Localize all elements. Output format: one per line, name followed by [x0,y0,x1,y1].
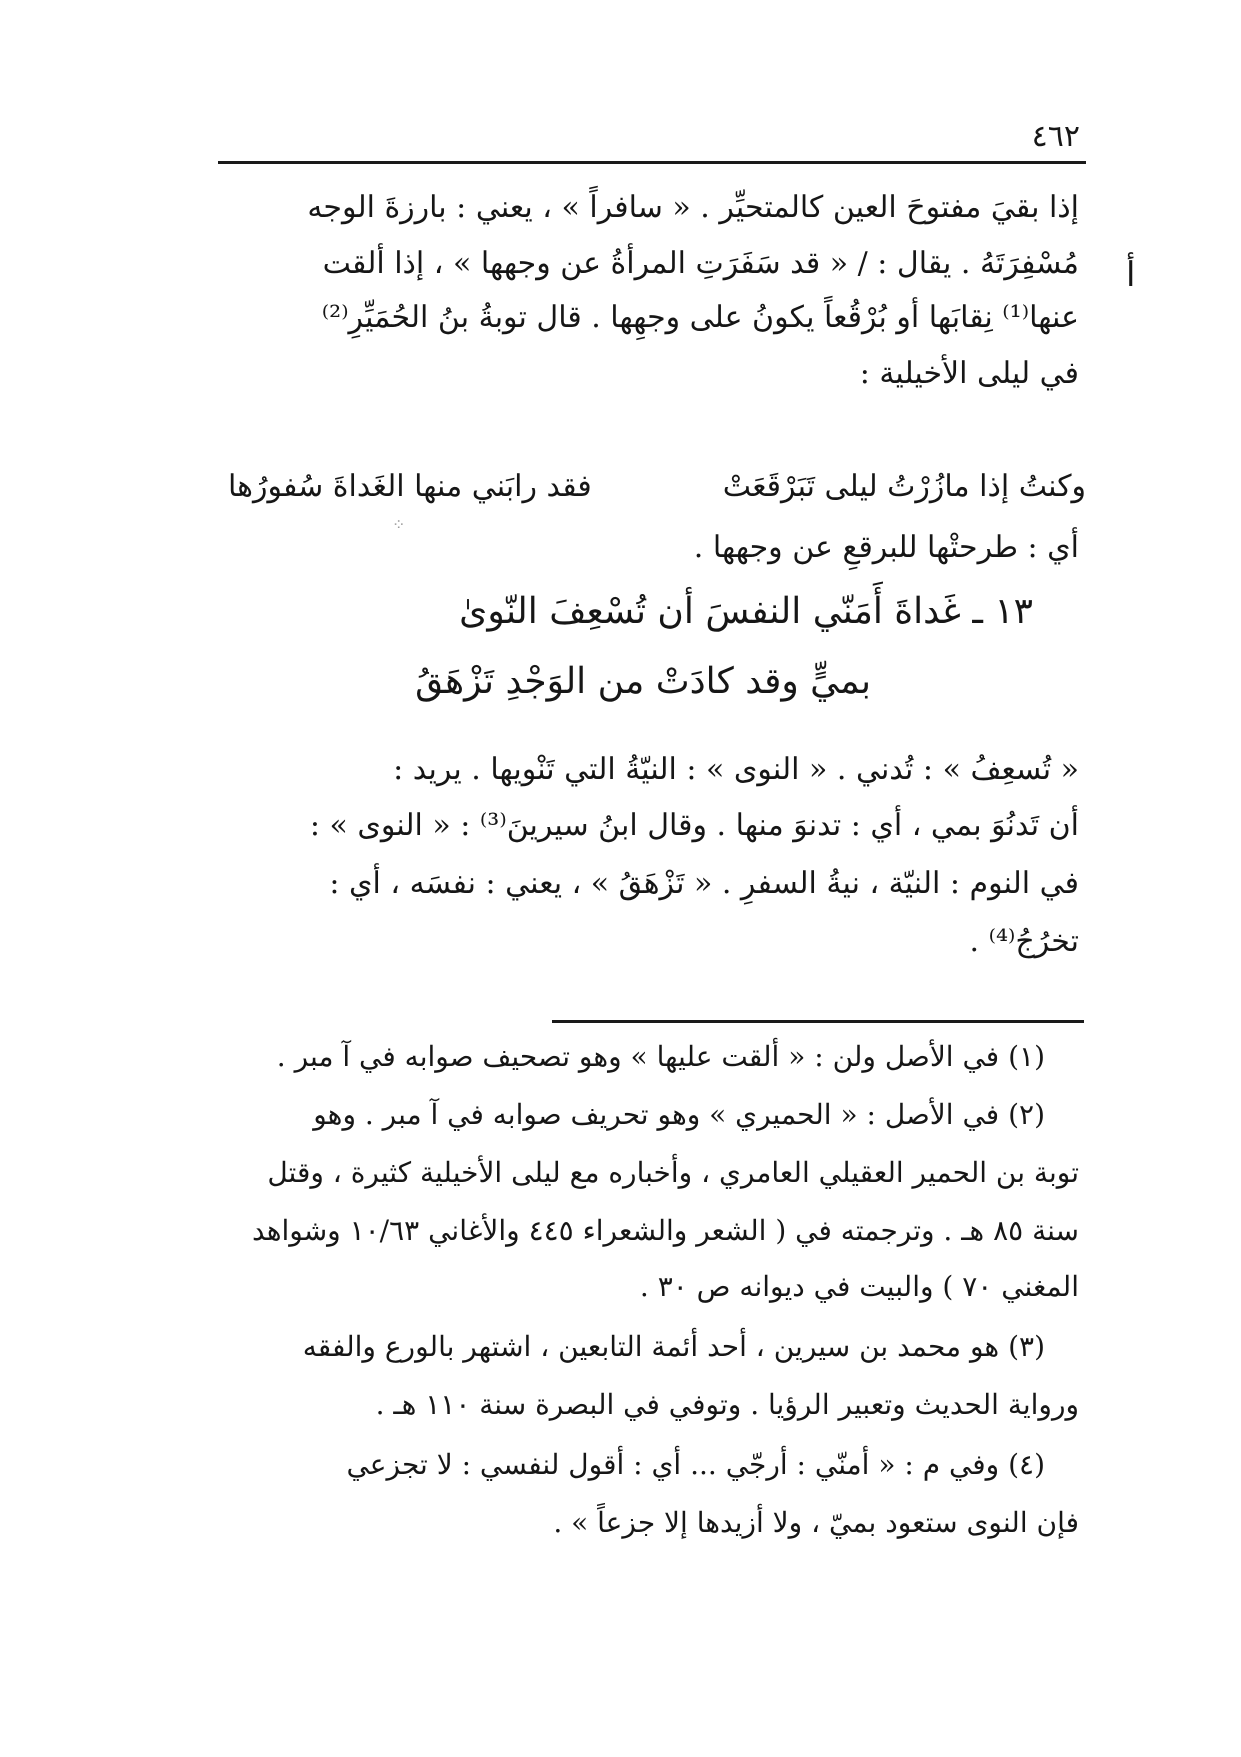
body-line: عنها⁽¹⁾ نِقابَها أو بُرْقُعاً يكونُ على وجهِها . قال توبةُ بنُ الحُمَيِّرِ⁽²⁾ [321,300,1079,335]
commentary-line: في النوم : النيّة ، نيةُ السفرِ . « تَزْهَقُ » ، يعني : نفسَه ، أي : [329,866,1079,901]
verse-line-2: بميٍّ وقد كادَتْ من الوَجْدِ تَزْهَقُ [415,661,871,702]
body-line: أي : طرحتْها للبرقعِ عن وجهها . [693,530,1079,565]
footnote-rule [552,1020,1084,1023]
scan-speck: ⁘ [392,515,406,534]
couplet-first-hemistich: وكنتُ إذا مازُرْتُ ليلى تَبَرْقَعَتْ [722,469,1086,504]
footnote-line: (١) في الأصل ولن : « ألقت عليها » وهو تصحيف صوابه في آ مبر . [276,1040,1045,1073]
poem-couplet [218,465,1086,509]
commentary-line: « تُسعِفُ » : تُدني . « النوى » : النيّةُ التي تَنْويها . يريد : [393,752,1079,787]
body-line: مُسْفِرَتَهُ . يقال : / « قد سَفَرَتِ المرأةُ عن وجهها » ، إذا ألقت [322,246,1079,281]
commentary-line: تخرُجُ⁽⁴⁾ . [969,924,1079,959]
footnote-line: ورواية الحديث وتعبير الرؤيا . وتوفي في البصرة سنة ١١٠ هـ . [375,1388,1079,1421]
commentary-line: أن تَدنُوَ بمي ، أي : تدنوَ منها . وقال ابنُ سيرينَ⁽³⁾ : « النوى » : [309,808,1079,843]
verse-line-1: ١٣ ـ غَداةَ أَمَنّي النفسَ أن تُسْعِفَ النّوىٰ [459,591,1033,632]
margin-marker: أ [1126,255,1136,295]
footnote-line: توبة بن الحمير العقيلي العامري ، وأخباره مع ليلى الأخيلية كثيرة ، وقتل [267,1156,1079,1189]
couplet-second-hemistich: فقد رابَني منها الغَداةَ سُفورُها [228,469,592,504]
footnote-line: سنة ٨٥ هـ . وترجمته في ( الشعر والشعراء ٤٤٥ والأغاني ١٠/٦٣ وشواهد [252,1214,1079,1247]
footnote-line: المغني ٧٠ ) والبيت في ديوانه ص ٣٠ . [639,1270,1079,1303]
footnote-line: (٢) في الأصل : « الحميري » وهو تحريف صوابه في آ مبر . وهو [313,1098,1045,1131]
page-number: ٤٦٢ [1031,119,1080,154]
footnote-line: (٤) وفي م : « أمنّي : أرجّي ... أي : أقول لنفسي : لا تجزعي [346,1448,1045,1481]
body-line: إذا بقيَ مفتوحَ العين كالمتحيِّر . « سافراً » ، يعني : بارزةَ الوجه [307,190,1079,225]
header-rule [218,161,1086,164]
footnote-line: (٣) هو محمد بن سيرين ، أحد أئمة التابعين ، اشتهر بالورع والفقه [302,1330,1045,1363]
footnote-line: فإن النوى ستعود بميّ ، ولا أزيدها إلا جزعاً » . [553,1506,1079,1539]
body-line: في ليلى الأخيلية : [859,356,1079,391]
